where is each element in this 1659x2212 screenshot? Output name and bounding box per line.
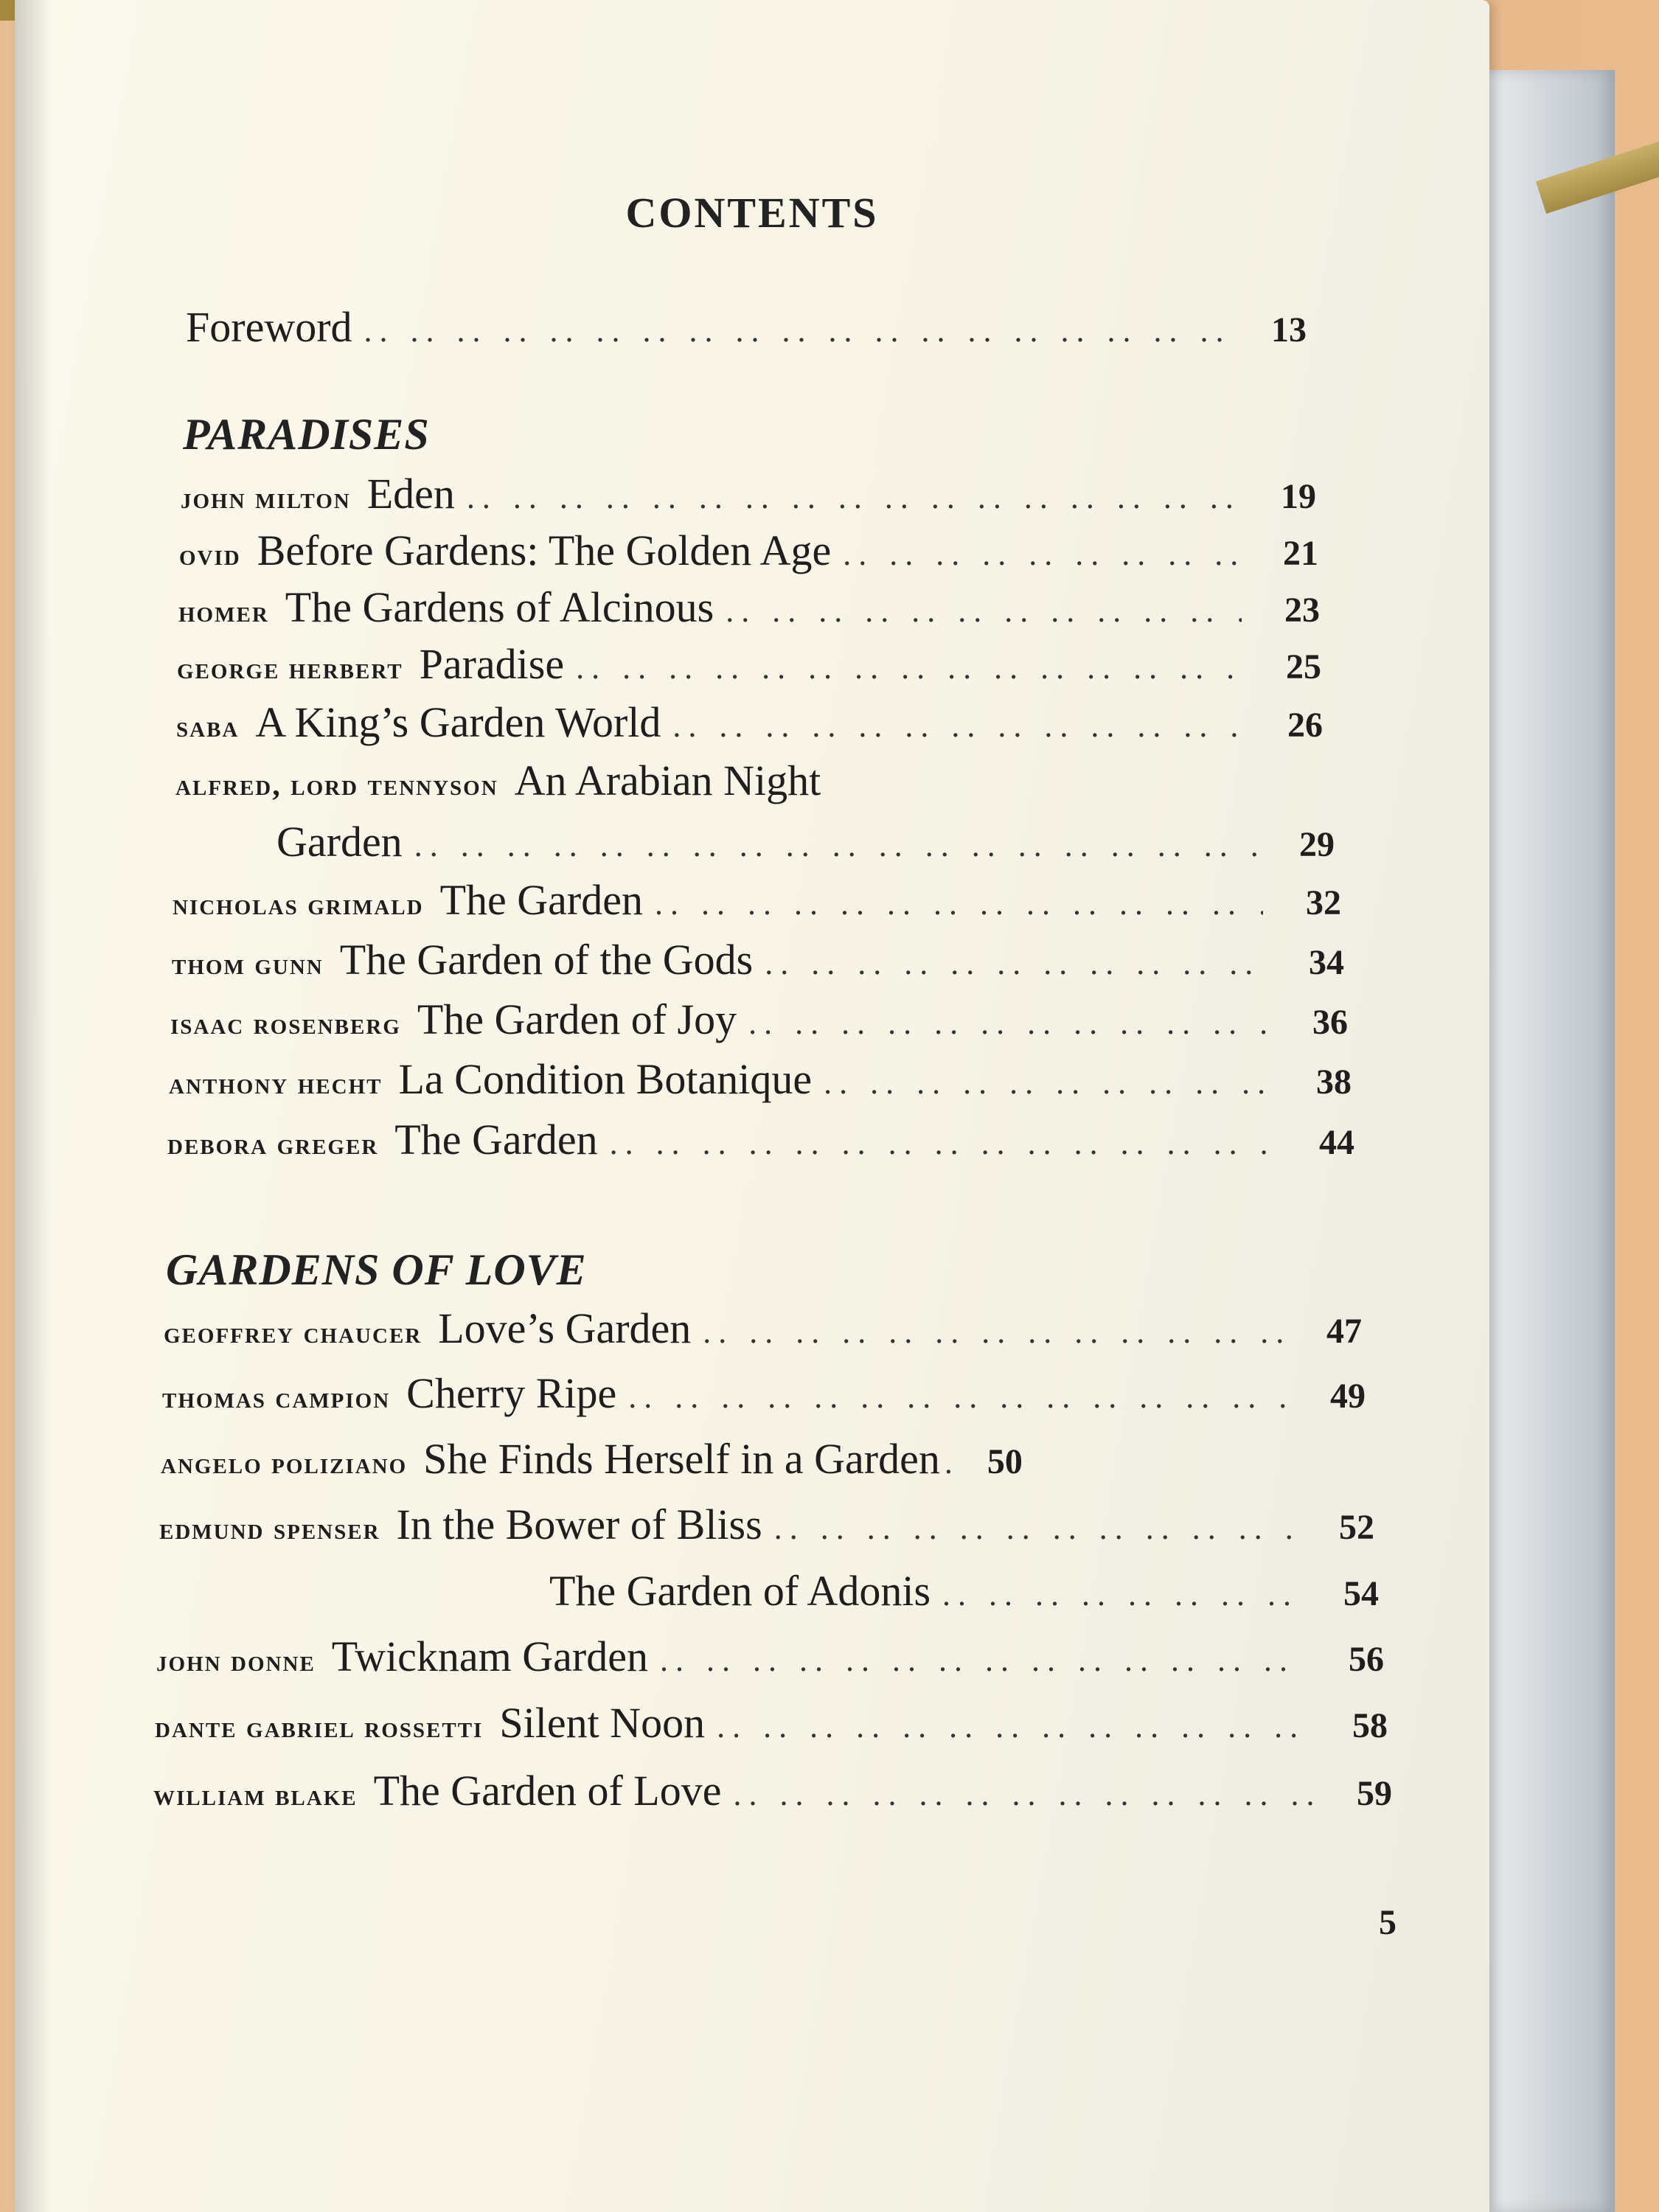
page-number: 23: [1284, 591, 1320, 630]
page-number: 21: [1283, 534, 1318, 573]
toc-row: [156, 1632, 1384, 1691]
entry-title: Love’s Garden: [438, 1304, 692, 1352]
entry-author: angelo poliziano: [161, 1447, 408, 1481]
dot-leader: [576, 649, 1243, 686]
toc-row: [173, 875, 1341, 934]
entry-title: A King’s Garden World: [255, 698, 661, 746]
toc-row: [162, 1368, 1366, 1427]
toc-row: [175, 756, 1326, 815]
dot-leader: [945, 1444, 952, 1481]
entry-author: alfred, lord tennyson: [175, 768, 498, 802]
entry-author: nicholas grimald: [173, 888, 424, 922]
toc-row-foreword: [186, 302, 1307, 361]
entry-author: thom gunn: [172, 947, 324, 981]
entry-author: geoffrey chaucer: [164, 1316, 422, 1350]
dot-leader: [655, 885, 1263, 922]
page-number: 49: [1330, 1377, 1366, 1416]
page-number: 36: [1312, 1003, 1348, 1042]
entry-title: Twicknam Garden: [331, 1632, 648, 1680]
contents-heading: CONTENTS: [625, 189, 879, 237]
page-number: 44: [1319, 1123, 1354, 1162]
dot-leader: [726, 592, 1242, 630]
section-title-gardens-of-love: GARDENS OF LOVE: [166, 1245, 587, 1294]
entry-title: The Garden of Love: [373, 1767, 722, 1815]
toc-row: [179, 526, 1318, 585]
entry-title: The Garden: [394, 1116, 598, 1164]
entry-title: Eden: [366, 470, 455, 518]
entry-title: She Finds Herself in a Garden: [423, 1435, 940, 1483]
page-number: 29: [1299, 825, 1335, 864]
toc-row: [178, 582, 1320, 641]
entry-author: william blake: [153, 1778, 358, 1812]
entry-author: homer: [178, 595, 269, 629]
entry-author: john milton: [181, 481, 351, 515]
entry-author: thomas campion: [162, 1381, 391, 1415]
toc-row-continuation: [276, 817, 1335, 876]
entry-title: An Arabian Night: [514, 757, 821, 804]
entry-author: anthony hecht: [169, 1067, 383, 1101]
dot-leader: [703, 1313, 1284, 1351]
page-number: 32: [1306, 883, 1341, 922]
dot-leader: [467, 479, 1238, 516]
entry-title: Cherry Ripe: [406, 1369, 617, 1417]
entry-author: debora greger: [167, 1127, 379, 1161]
entry-title: In the Bower of Bliss: [396, 1500, 762, 1548]
entry-author: george herbert: [177, 652, 403, 686]
entry-title: The Gardens of Alcinous: [285, 583, 714, 631]
page-number: 59: [1357, 1774, 1392, 1813]
entry-author: john donne: [156, 1644, 316, 1678]
entry-title: The Garden of Joy: [417, 995, 737, 1043]
page-number: 38: [1316, 1062, 1352, 1102]
dot-leader: [717, 1708, 1310, 1745]
toc-row: [155, 1698, 1388, 1757]
toc-row: [169, 1054, 1352, 1113]
dot-leader: [414, 827, 1256, 864]
entry-author: edmund spenser: [159, 1512, 380, 1546]
entry-title: The Garden of Adonis: [549, 1567, 931, 1615]
page-folio-number: 5: [1379, 1903, 1397, 1942]
entry-title: La Condition Botanique: [398, 1055, 813, 1103]
dot-leader: [660, 1641, 1306, 1679]
entry-title: The Garden of the Gods: [339, 936, 754, 984]
toc-row: [181, 469, 1316, 528]
dot-leader: [942, 1576, 1301, 1613]
page-number: 13: [1271, 310, 1307, 349]
page-number: 25: [1286, 647, 1321, 686]
dot-leader: [843, 535, 1240, 573]
entry-author: saba: [176, 710, 240, 744]
entry-title: Before Gardens: The Golden Age: [257, 526, 832, 574]
dot-leader: [748, 1004, 1270, 1042]
page-number: 56: [1349, 1640, 1384, 1679]
toc-row: [177, 639, 1321, 698]
toc-row: [170, 995, 1348, 1054]
toc-row: [176, 698, 1323, 757]
toc-row: [153, 1766, 1392, 1825]
toc-row: [549, 1566, 1379, 1625]
toc-row: [164, 1304, 1362, 1363]
dot-leader: [628, 1378, 1287, 1416]
toc-row: [161, 1434, 1370, 1493]
dot-leader: [774, 1509, 1296, 1547]
dot-leader: [610, 1124, 1276, 1162]
entry-author: isaac rosenberg: [170, 1007, 401, 1041]
entry-title-continued: Garden: [276, 818, 403, 866]
dot-leader: [765, 945, 1266, 982]
page-number: 26: [1287, 706, 1323, 745]
dot-leader: [672, 707, 1245, 745]
dot-leader: [364, 312, 1228, 349]
page-number: 58: [1352, 1706, 1388, 1745]
entry-title: Foreword: [186, 303, 352, 351]
entry-author: ovid: [179, 538, 241, 572]
page-number: 47: [1326, 1312, 1362, 1351]
book-page: [15, 0, 1489, 2212]
page-number: 52: [1339, 1508, 1374, 1547]
toc-row: [159, 1500, 1374, 1559]
page-number: 34: [1309, 943, 1344, 982]
page-number: 54: [1343, 1574, 1379, 1613]
entry-title: Silent Noon: [499, 1699, 706, 1747]
toc-row: [167, 1115, 1354, 1174]
entry-title: The Garden: [439, 876, 643, 924]
page-number: 50: [987, 1442, 1023, 1481]
page-number: 19: [1281, 477, 1316, 516]
section-title-paradises: PARADISES: [183, 410, 430, 459]
page-gutter-shadow: [15, 0, 52, 2212]
toc-row: [172, 935, 1344, 994]
entry-title: Paradise: [419, 640, 565, 688]
dot-leader: [733, 1775, 1314, 1813]
entry-author: dante gabriel rossetti: [155, 1711, 484, 1745]
dot-leader: [824, 1064, 1273, 1102]
